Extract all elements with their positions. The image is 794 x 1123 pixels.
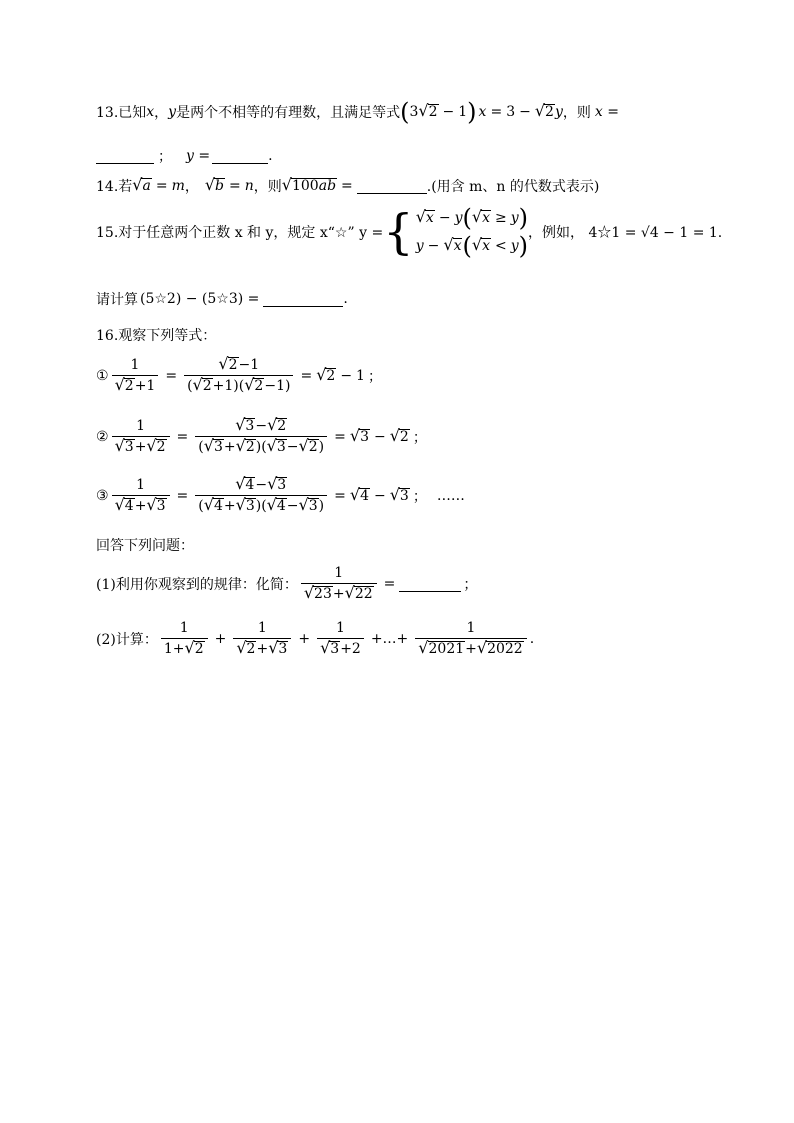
comma: ， (184, 179, 199, 195)
part-1: (1)利用你观察到的规律：化简： 1 √ 23 + √ 22 = ； (96, 565, 478, 602)
part1-label: (1)利用你观察到的规律：化简： (96, 577, 298, 593)
var-x: x (146, 104, 155, 120)
part2-last-b: 2022 (487, 641, 523, 657)
y-answer-blank[interactable] (212, 149, 268, 164)
q15-prefix: 15.对于任意两个正数 x 和 y，规定 x“☆” y = (96, 225, 384, 241)
y-equals: y = (186, 148, 211, 164)
q13-prefix: 13.已知 (96, 105, 147, 121)
part2-last-a: 2021 (428, 641, 465, 657)
comma: ， (154, 105, 169, 121)
q15-calc-line: 请计算 (5☆2) − (5☆3) = . (96, 291, 348, 308)
q15-calc-expr: (5☆2) − (5☆3) = (140, 291, 260, 307)
var-y: y (168, 104, 177, 120)
part1-a: 23 (314, 586, 332, 602)
q14-then: ，则 (253, 179, 282, 195)
q14-prefix: 14.若 (96, 179, 133, 195)
q16-title (96, 325, 216, 345)
answer-title (96, 535, 194, 555)
q15-example: ，例如， 4☆1 = √4 − 1 = 1. (528, 225, 723, 241)
part1-b: 22 (354, 586, 373, 602)
q14-expr-c: √ 100ab = (281, 175, 353, 194)
ellipsis: …… (436, 488, 465, 504)
q13-line2: ； y = . (96, 146, 273, 166)
marker-3: ③ (96, 488, 109, 504)
part1-answer-blank[interactable] (399, 577, 461, 592)
q14-answer-blank[interactable] (357, 179, 427, 194)
q16-item-2: ② 1 √ 3 + √ 2 = √ 3 − √ 2 ( √ 3 + √ 2 )( √ 3 − √ 2 ) = √ 3 − √ 2 ； (96, 415, 427, 455)
part-2: (2)计算： 1 1+ √ 2 + 1 √ 2 + √ 3 + 1 √ 3 +2 +…+ 1 √ 2021 + √ 2022 . (96, 620, 535, 657)
q15-answer-blank[interactable] (263, 292, 343, 307)
q15-line (96, 204, 723, 260)
semicolon: ； (158, 149, 172, 165)
q15-cases: √ x − y ( √ x ≥ y ) y − √ x ( √ x < y ) (415, 204, 528, 260)
q14-expr-b: √ b = n (204, 175, 254, 194)
q14-expr-a: √ a = m (132, 175, 185, 194)
q14-note: .(用含 m、n 的代数式表示) (426, 179, 600, 195)
q13-equation: ( 3 √ 2 − 1 ) x = 3 − √ 2 y (400, 98, 563, 126)
q13-text: 是两个不相等的有理数，且满足等式 (176, 105, 401, 121)
answer-title-text: 回答下列问题： (96, 538, 194, 554)
q13-tail: ，则 (562, 105, 591, 121)
part2-label: (2)计算： (96, 632, 158, 648)
x-answer-blank[interactable] (96, 149, 154, 164)
q15-calc-label: 请计算 (96, 292, 138, 308)
q13-line1 (96, 98, 619, 126)
x-equals: x = (594, 104, 619, 120)
marker-2: ② (96, 429, 109, 445)
q14-line (96, 176, 599, 196)
marker-1: ① (96, 368, 109, 384)
brace: { (383, 204, 414, 260)
q16-item-1: ① 1 √ 2 +1 = √ 2 −1 ( √ 2 +1)( √ 2 −1) = √ 2 − 1 ； (96, 354, 382, 394)
q16-title-text: 16.观察下列等式： (96, 328, 217, 344)
q16-item-3: ③ 1 √ 4 + √ 3 = √ 4 − √ 3 ( √ 4 + √ 3 )( √ 4 − √ 3 ) = √ 4 − √ 3 ； …… (96, 474, 465, 514)
